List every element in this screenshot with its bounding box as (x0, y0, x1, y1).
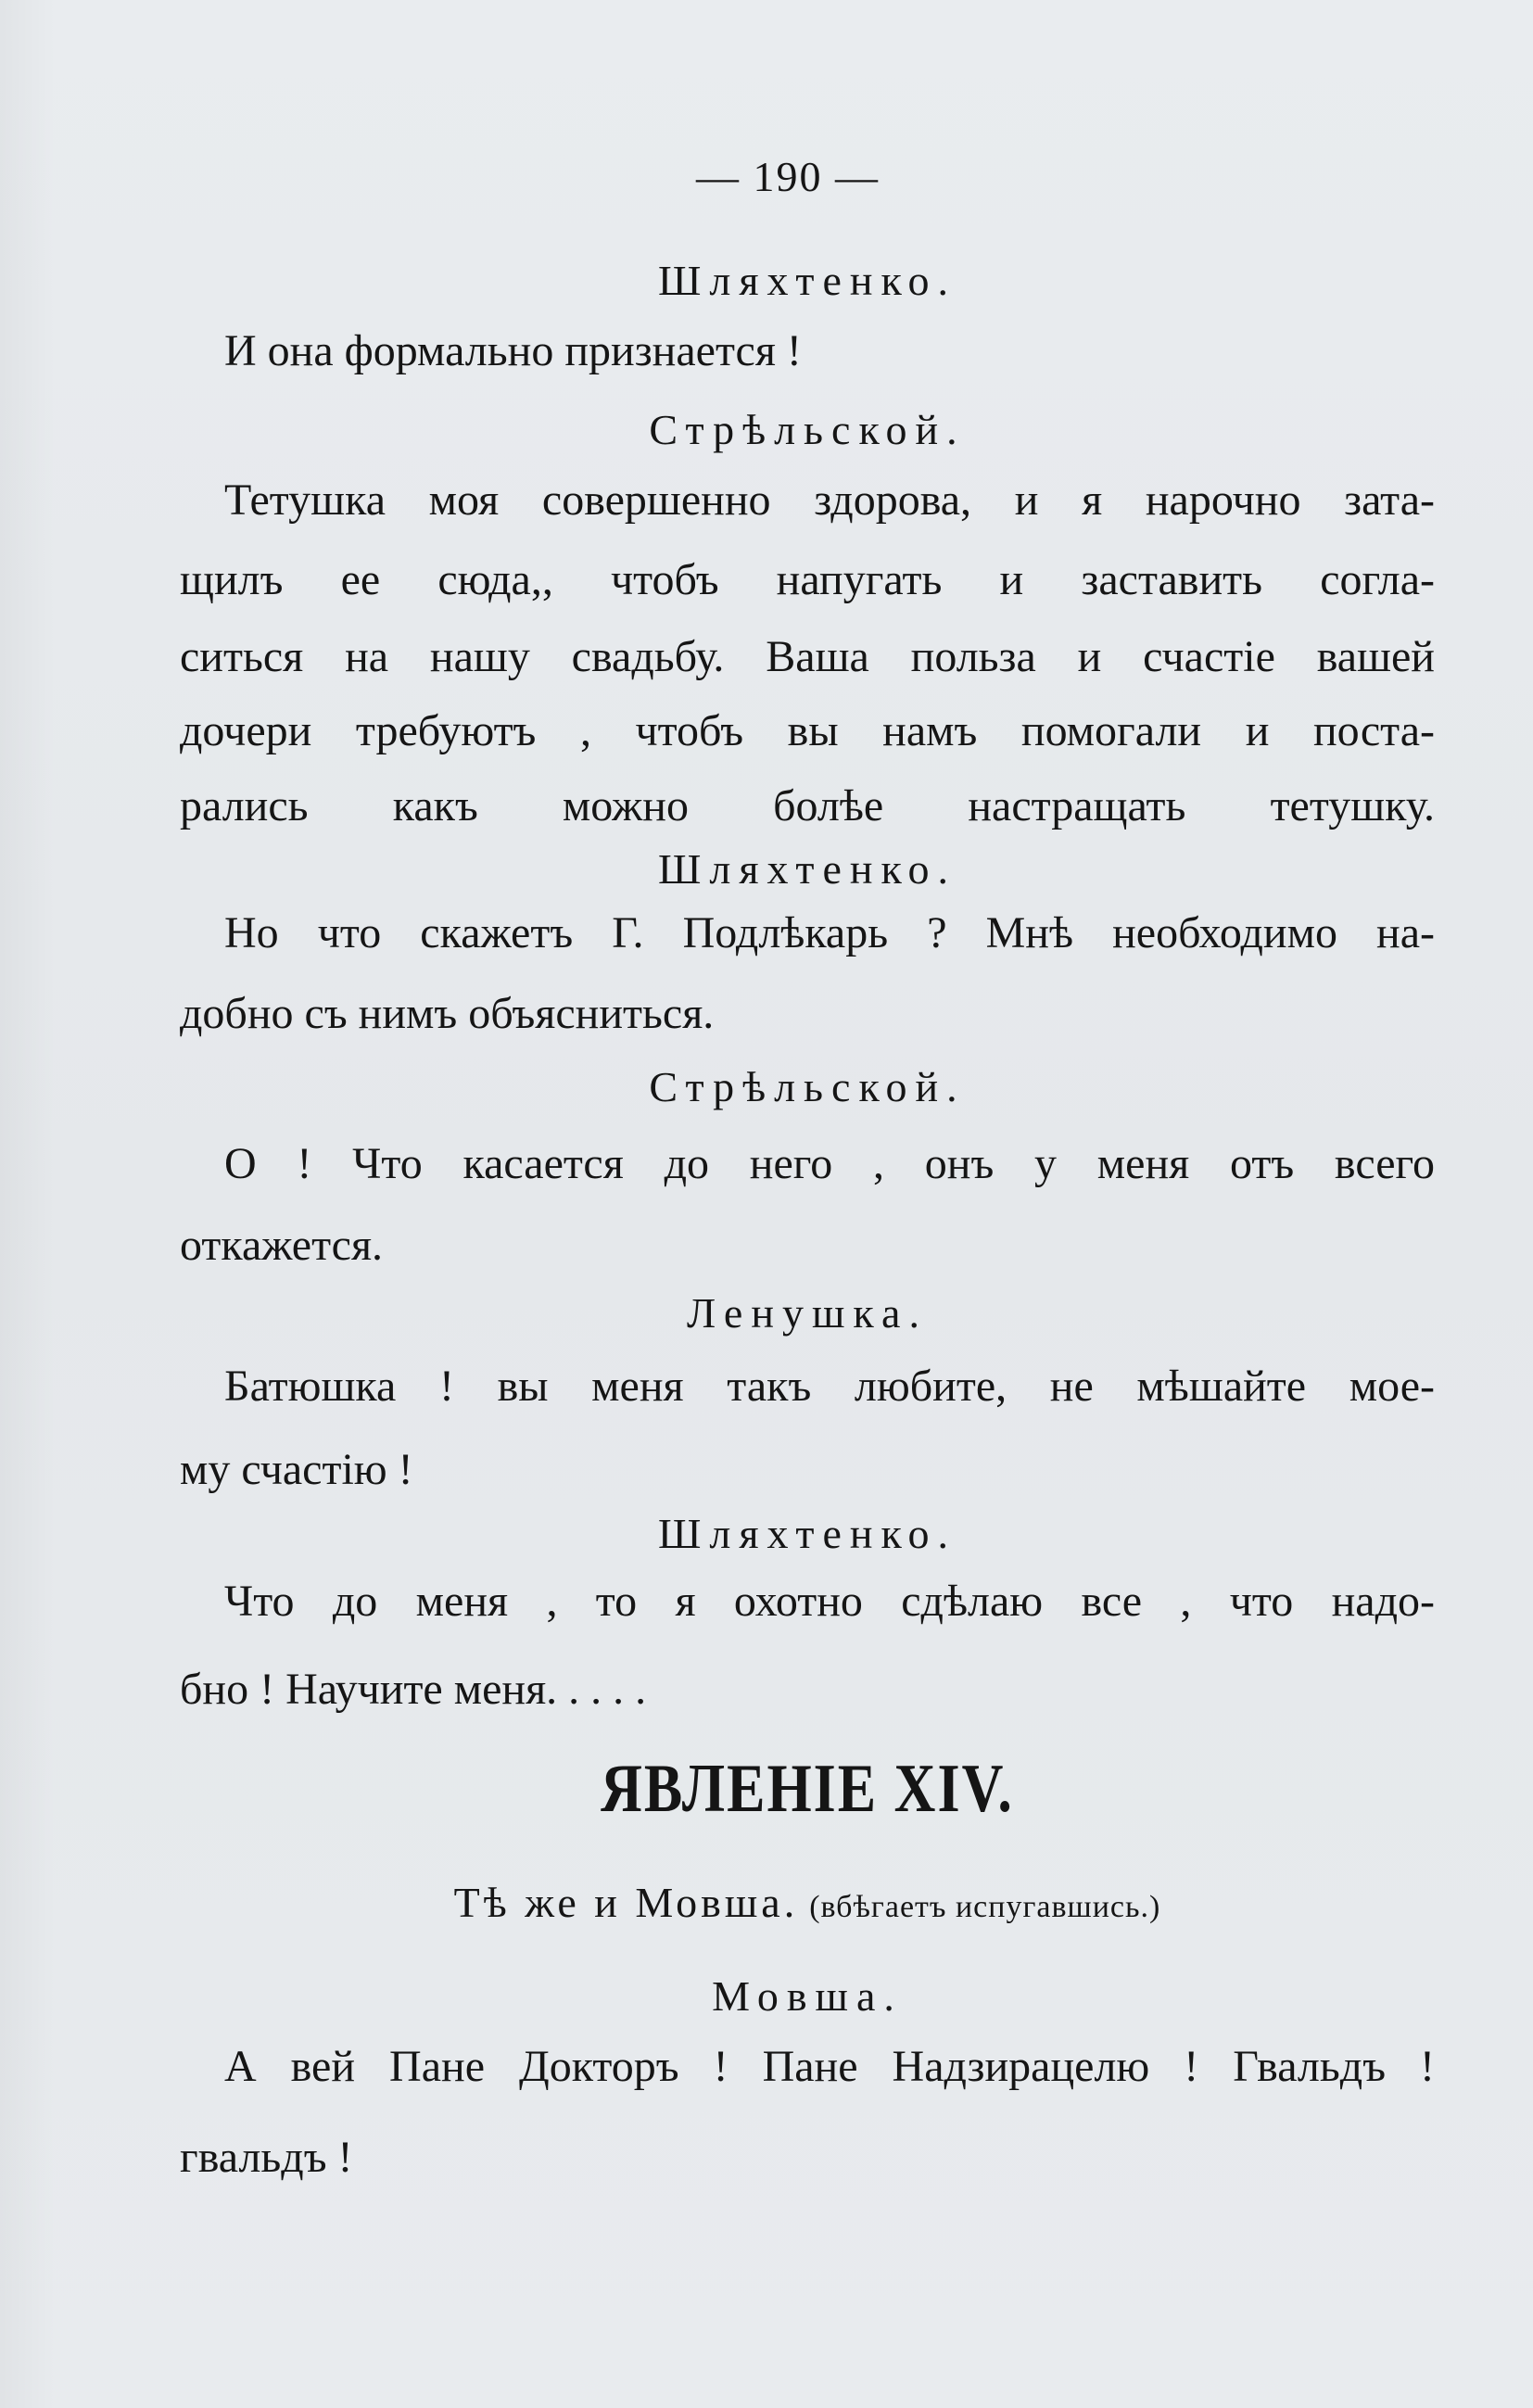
scene-characters-line (180, 1875, 1435, 1935)
speech-line: дочери требуютъ , чтобъ вы намъ помогали и поста- (180, 706, 1435, 755)
speaker-name: Стрѣльской. (649, 1063, 966, 1110)
stage-direction: (вбѣгаетъ испугавшись.) (809, 1890, 1161, 1924)
speaker-name: Ленушка. (687, 1289, 928, 1337)
speech-line: Тетушка моя совершенно здорова, и я нарочно зата- (224, 475, 1435, 525)
speech-line: откажется. (180, 1221, 384, 1270)
speaker-name: Стрѣльской. (649, 406, 966, 453)
speech-line: щилъ ее сюда,, чтобъ напугать и заставить согла- (180, 555, 1435, 604)
speech-line: Батюшка ! вы меня такъ любите, не мѣшайте мое- (224, 1362, 1435, 1411)
speech-line: ситься на нашу свадьбу. Ваша польза и счастіе вашей (180, 632, 1435, 681)
speech-line: гвальдъ ! (180, 2133, 353, 2182)
speech-line: му счастію ! (180, 1445, 413, 1494)
speech-line: добно съ нимъ объясниться. (180, 989, 715, 1038)
speech-line: бно ! Научите меня. . . . . (180, 1665, 647, 1714)
scene-title: ЯВЛЕНІЕ XIV. (601, 1751, 1014, 1827)
speech-line: И она формально признается ! (224, 326, 802, 375)
speech-line: Но что скажетъ Г. Подлѣкарь ? Мнѣ необходимо на- (224, 908, 1435, 957)
speech-line: О ! Что касается до него , онъ у меня отъ всего (224, 1139, 1435, 1188)
speaker-name: Шляхтенко. (657, 845, 957, 893)
speaker-name: Шляхтенко. (657, 1510, 957, 1557)
speaker-name: Шляхтенко. (657, 257, 957, 304)
scene-characters: Тѣ же и Мовша. (453, 1879, 799, 1926)
page-number: — 190 — (696, 153, 880, 200)
speaker-name: Мовша. (712, 1972, 903, 2020)
speech-line: рались какъ можно болѣе настращать тетушку. (180, 781, 1435, 830)
speech-line: Что до меня , то я охотно сдѣлаю все , что надо- (224, 1577, 1435, 1626)
speech-line: А вей Пане Докторъ ! Пане Надзирацелю ! Гвальдъ ! (224, 2042, 1435, 2091)
